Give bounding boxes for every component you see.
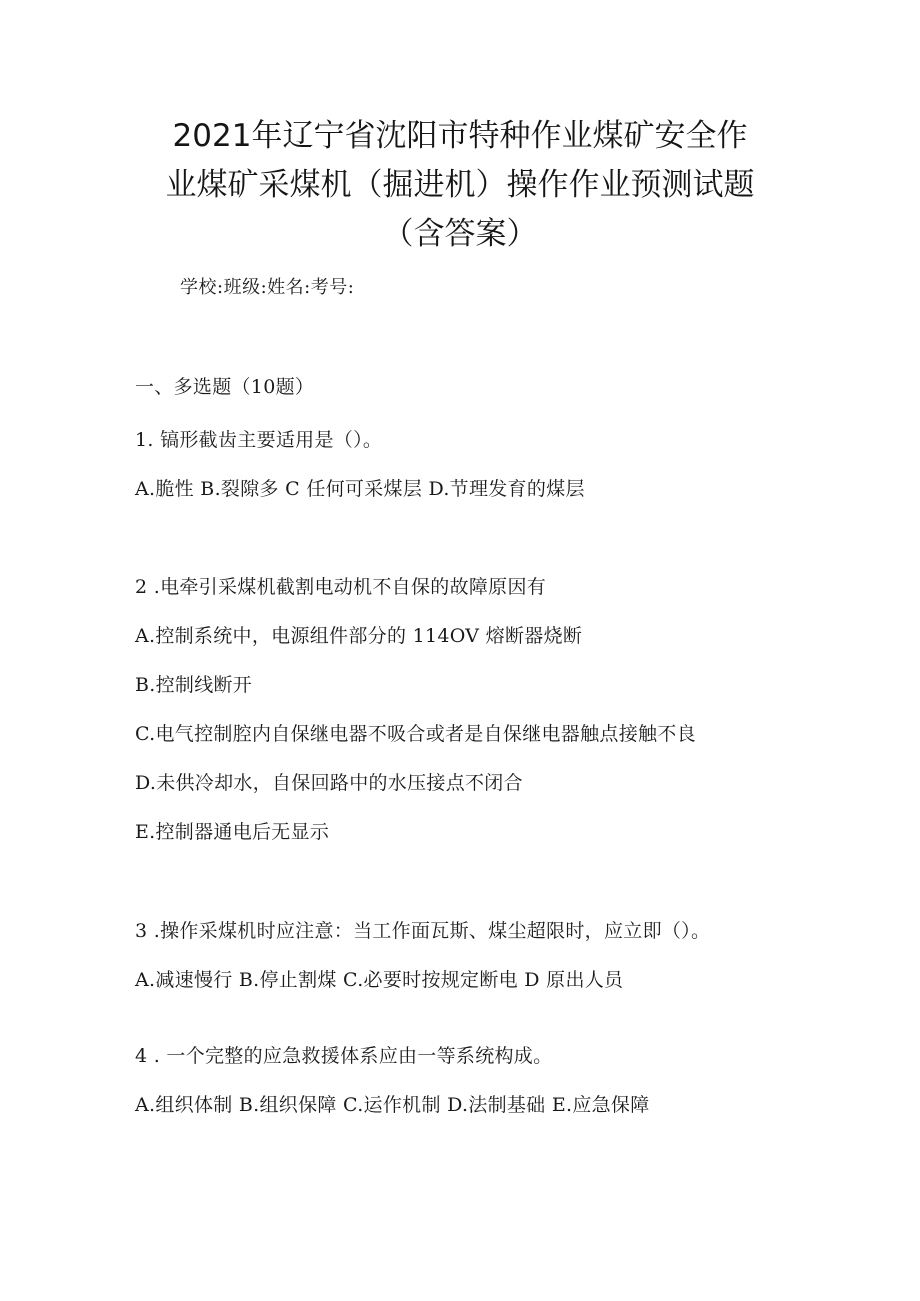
question-2-option-c: C.电气控制腔内自保继电器不吸合或者是自保继电器触点接触不良 — [135, 723, 696, 745]
question-2-option-b: B.控制线断开 — [135, 674, 253, 696]
student-info-line: 学校:班级:姓名:考号: — [180, 277, 355, 298]
question-1-stem: 1. 镐形截齿主要适用是（）。 — [135, 429, 383, 451]
document-title — [150, 112, 770, 259]
question-4-options: A.组织体制 B.组织保障 C.运作机制 D.法制基础 E.应急保障 — [135, 1094, 650, 1116]
title-line-3: （含答案） — [382, 216, 538, 252]
question-4-stem: 4 . 一个完整的应急救援体系应由一等系统构成。 — [135, 1045, 553, 1067]
question-2-option-e: E.控制器通电后无显示 — [135, 821, 330, 843]
question-2-stem: 2 .电牵引采煤机截割电动机不自保的故障原因有 — [135, 576, 547, 598]
question-3-options: A.减速慢行 B.停止割煤 C.必要时按规定断电 D 原出人员 — [135, 969, 624, 991]
title-line-1: 2021年辽宁省沈阳市特种作业煤矿安全作 — [172, 118, 748, 154]
question-3-stem: 3 .操作采煤机时应注意：当工作面瓦斯、煤尘超限时，应立即（）。 — [135, 920, 711, 942]
title-line-2: 业煤矿采煤机（掘进机）操作作业预测试题 — [165, 167, 755, 203]
section-heading: 一、多选题（10题） — [135, 376, 315, 398]
question-2-option-a: A.控制系统中，电源组件部分的 114OV 熔断器烧断 — [135, 625, 583, 647]
question-2-option-d: D.未供冷却水，自保回路中的水压接点不闭合 — [135, 772, 523, 794]
question-1-options: A.脆性 B.裂隙多 C 任何可采煤层 D.节理发育的煤层 — [135, 478, 585, 500]
